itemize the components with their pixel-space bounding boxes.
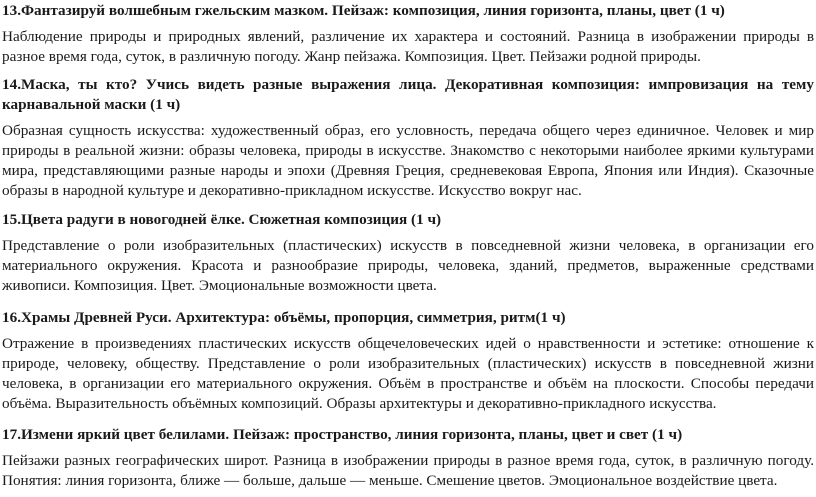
- lesson-section-17: [2, 425, 814, 497]
- lesson-section-14: [2, 75, 814, 207]
- lesson-description: Образная сущность искусства: художественный образ, его условность, передача общего через единичное. Человек и мир природы в реальной жизни: образы человека, природы в искусстве. Знакомство с некоторыми наиболее яркими культурами мира, представляющими разные народы и эпохи (Древняя Греция, средневековая Европа, Япония или Индия). Сказочные образы в народной культуре и декоративно-прикладном искусстве. Искусство вокруг нас.: [2, 122, 814, 199]
- lesson-heading: 14.Маска, ты кто? Учись видеть разные выражения лица. Декоративная композиция: импровизация на тему карнавальной маски (1 ч): [2, 76, 814, 113]
- lesson-section-16: [2, 308, 814, 420]
- lesson-heading: 16.Храмы Древней Руси. Архитектура: объёмы, пропорция, симметрия, ритм(1 ч): [2, 309, 566, 326]
- lesson-heading: 13.Фантазируй волшебным гжельским мазком. Пейзаж: композиция, линия горизонта, планы, цвет (1 ч): [2, 2, 725, 19]
- lesson-section-15: [2, 210, 814, 302]
- lesson-description: Представление о роли изобразительных (пластических) искусств в повседневной жизни человека, в организации его материального окружения. Красота и разнообразие природы, человека, зданий, предметов, выраженные средствами живописи. Композиция. Цвет. Эмоциональные возможности цвета.: [2, 237, 814, 294]
- lesson-heading: 17.Измени яркий цвет белилами. Пейзаж: пространство, линия горизонта, планы, цвет и свет (1 ч): [2, 426, 683, 443]
- lesson-description: Отражение в произведениях пластических искусств общечеловеческих идей о нравственности и эстетике: отношение к природе, человеку, обществу. Представление о роли изобразительных (пластических) искусств в повседневной жизни человека, в организации его материального окружения. Объём в пространстве и объём на плоскости. Способы передачи объёма. Выразительность объёмных композиций. Образы архитектуры и декоративно-прикладного искусства.: [2, 335, 814, 412]
- lesson-heading: 15.Цвета радуги в новогодней ёлке. Сюжетная композиция (1 ч): [2, 211, 442, 228]
- lesson-description: Наблюдение природы и природных явлений, различение их характера и состояний. Разница в изображении природы в разное время года, суток, в различную погоду. Жанр пейзажа. Композиция. Цвет. Пейзажи родной природы.: [2, 28, 814, 65]
- lesson-description: Пейзажи разных географических широт. Разница в изображении природы в разное время года, суток, в различную погоду. Понятия: линия горизонта, ближе — больше, дальше — меньше. Смешение цветов. Эмоциональное воздействие цвета.: [2, 452, 814, 489]
- lesson-section-13: [2, 1, 814, 73]
